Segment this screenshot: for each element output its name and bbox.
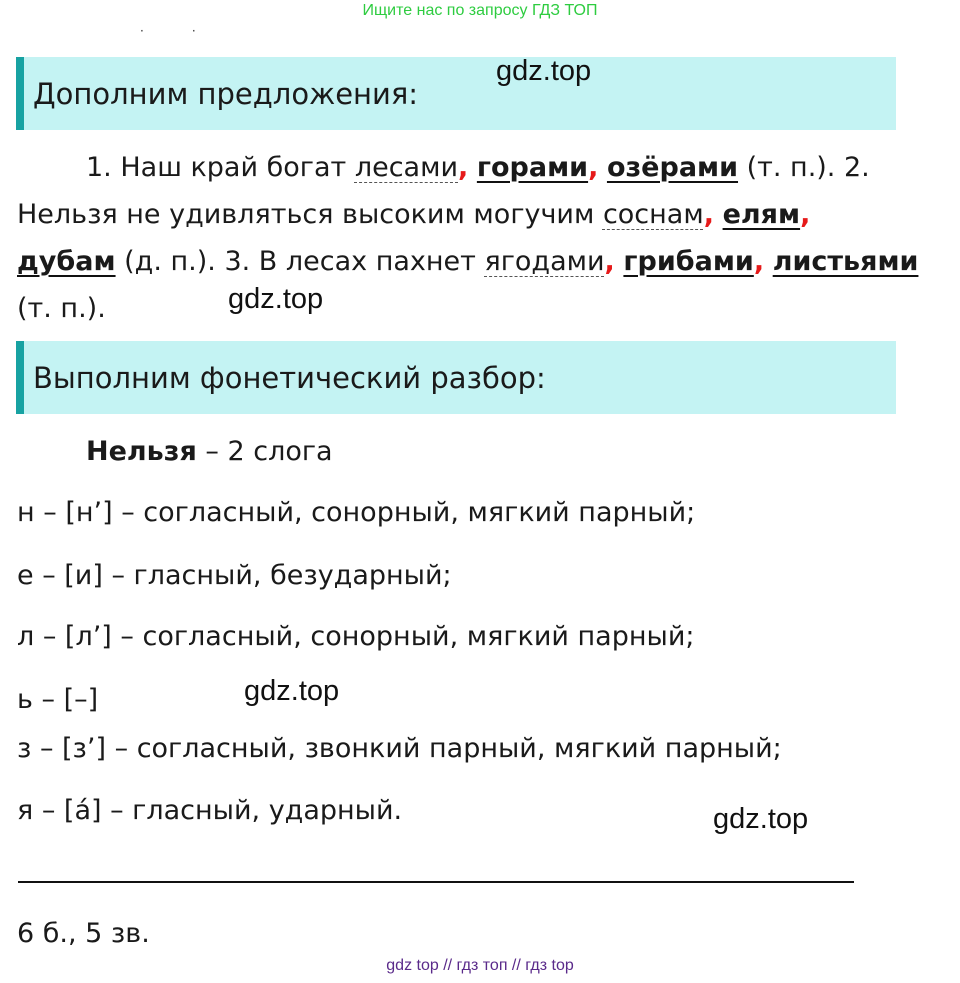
word-berries: ягодами bbox=[484, 246, 605, 277]
sentence-line-3 bbox=[17, 246, 918, 277]
added-comma: , bbox=[604, 246, 615, 277]
word-oaks: дубам bbox=[17, 246, 116, 277]
word-leaves: листьями bbox=[772, 246, 919, 277]
analyzed-word: Нельзя bbox=[86, 436, 197, 467]
divider bbox=[18, 881, 854, 883]
footer-links[interactable]: gdz top // гдз топ // гдз top bbox=[386, 957, 574, 974]
added-comma: , bbox=[458, 152, 469, 183]
sentence-line-2 bbox=[17, 199, 810, 230]
added-comma: , bbox=[800, 199, 811, 230]
word-pines: соснам bbox=[602, 199, 704, 230]
sentence-line-4: (т. п.). bbox=[17, 293, 106, 324]
phoneme-line: л – [л’] – согласный, сонорный, мягкий парный; bbox=[17, 621, 695, 652]
word-lakes: озёрами bbox=[606, 152, 739, 183]
word-firs: елям bbox=[722, 199, 801, 230]
section-header-phonetic-analysis bbox=[16, 341, 896, 414]
text: Нельзя не удивляться высоким могучим bbox=[17, 199, 603, 230]
section-title: Дополним предложения: bbox=[33, 77, 419, 111]
phoneme-line: н – [н’] – согласный, сонорный, мягкий парный; bbox=[17, 497, 696, 528]
word-mushrooms: грибами bbox=[623, 246, 754, 277]
watermark: gdz.top bbox=[244, 675, 340, 707]
phoneme-line: ь – [–] bbox=[17, 684, 99, 715]
word-forests: лесами bbox=[354, 152, 459, 183]
word-mountains: горами bbox=[476, 152, 589, 183]
text: 1. Наш край богат bbox=[86, 152, 355, 183]
decorative-dots: ·· bbox=[140, 24, 244, 38]
added-comma: , bbox=[753, 246, 765, 277]
phoneme-line: я – [á] – гласный, ударный. bbox=[17, 795, 403, 826]
section-header-complete-sentences bbox=[16, 57, 896, 130]
summary-letters-sounds: 6 б., 5 зв. bbox=[17, 918, 150, 949]
watermark: gdz.top bbox=[496, 55, 592, 87]
sentence-line-1 bbox=[86, 152, 870, 183]
analysis-heading bbox=[86, 436, 333, 467]
syllable-count: – 2 слога bbox=[196, 436, 333, 467]
added-comma: , bbox=[703, 199, 714, 230]
top-banner[interactable]: Ищите нас по запросу ГДЗ ТОП bbox=[362, 2, 598, 19]
text: (т. п.). 2. bbox=[738, 152, 870, 183]
phoneme-line: е – [и] – гласный, безударный; bbox=[17, 560, 452, 591]
text: (д. п.). 3. В лесах пахнет bbox=[115, 246, 485, 277]
section-title: Выполним фонетический разбор: bbox=[33, 361, 546, 395]
watermark: gdz.top bbox=[228, 283, 324, 315]
phoneme-line: з – [з’] – согласный, звонкий парный, мягкий парный; bbox=[17, 733, 782, 764]
added-comma: , bbox=[588, 152, 599, 183]
watermark: gdz.top bbox=[713, 803, 809, 835]
